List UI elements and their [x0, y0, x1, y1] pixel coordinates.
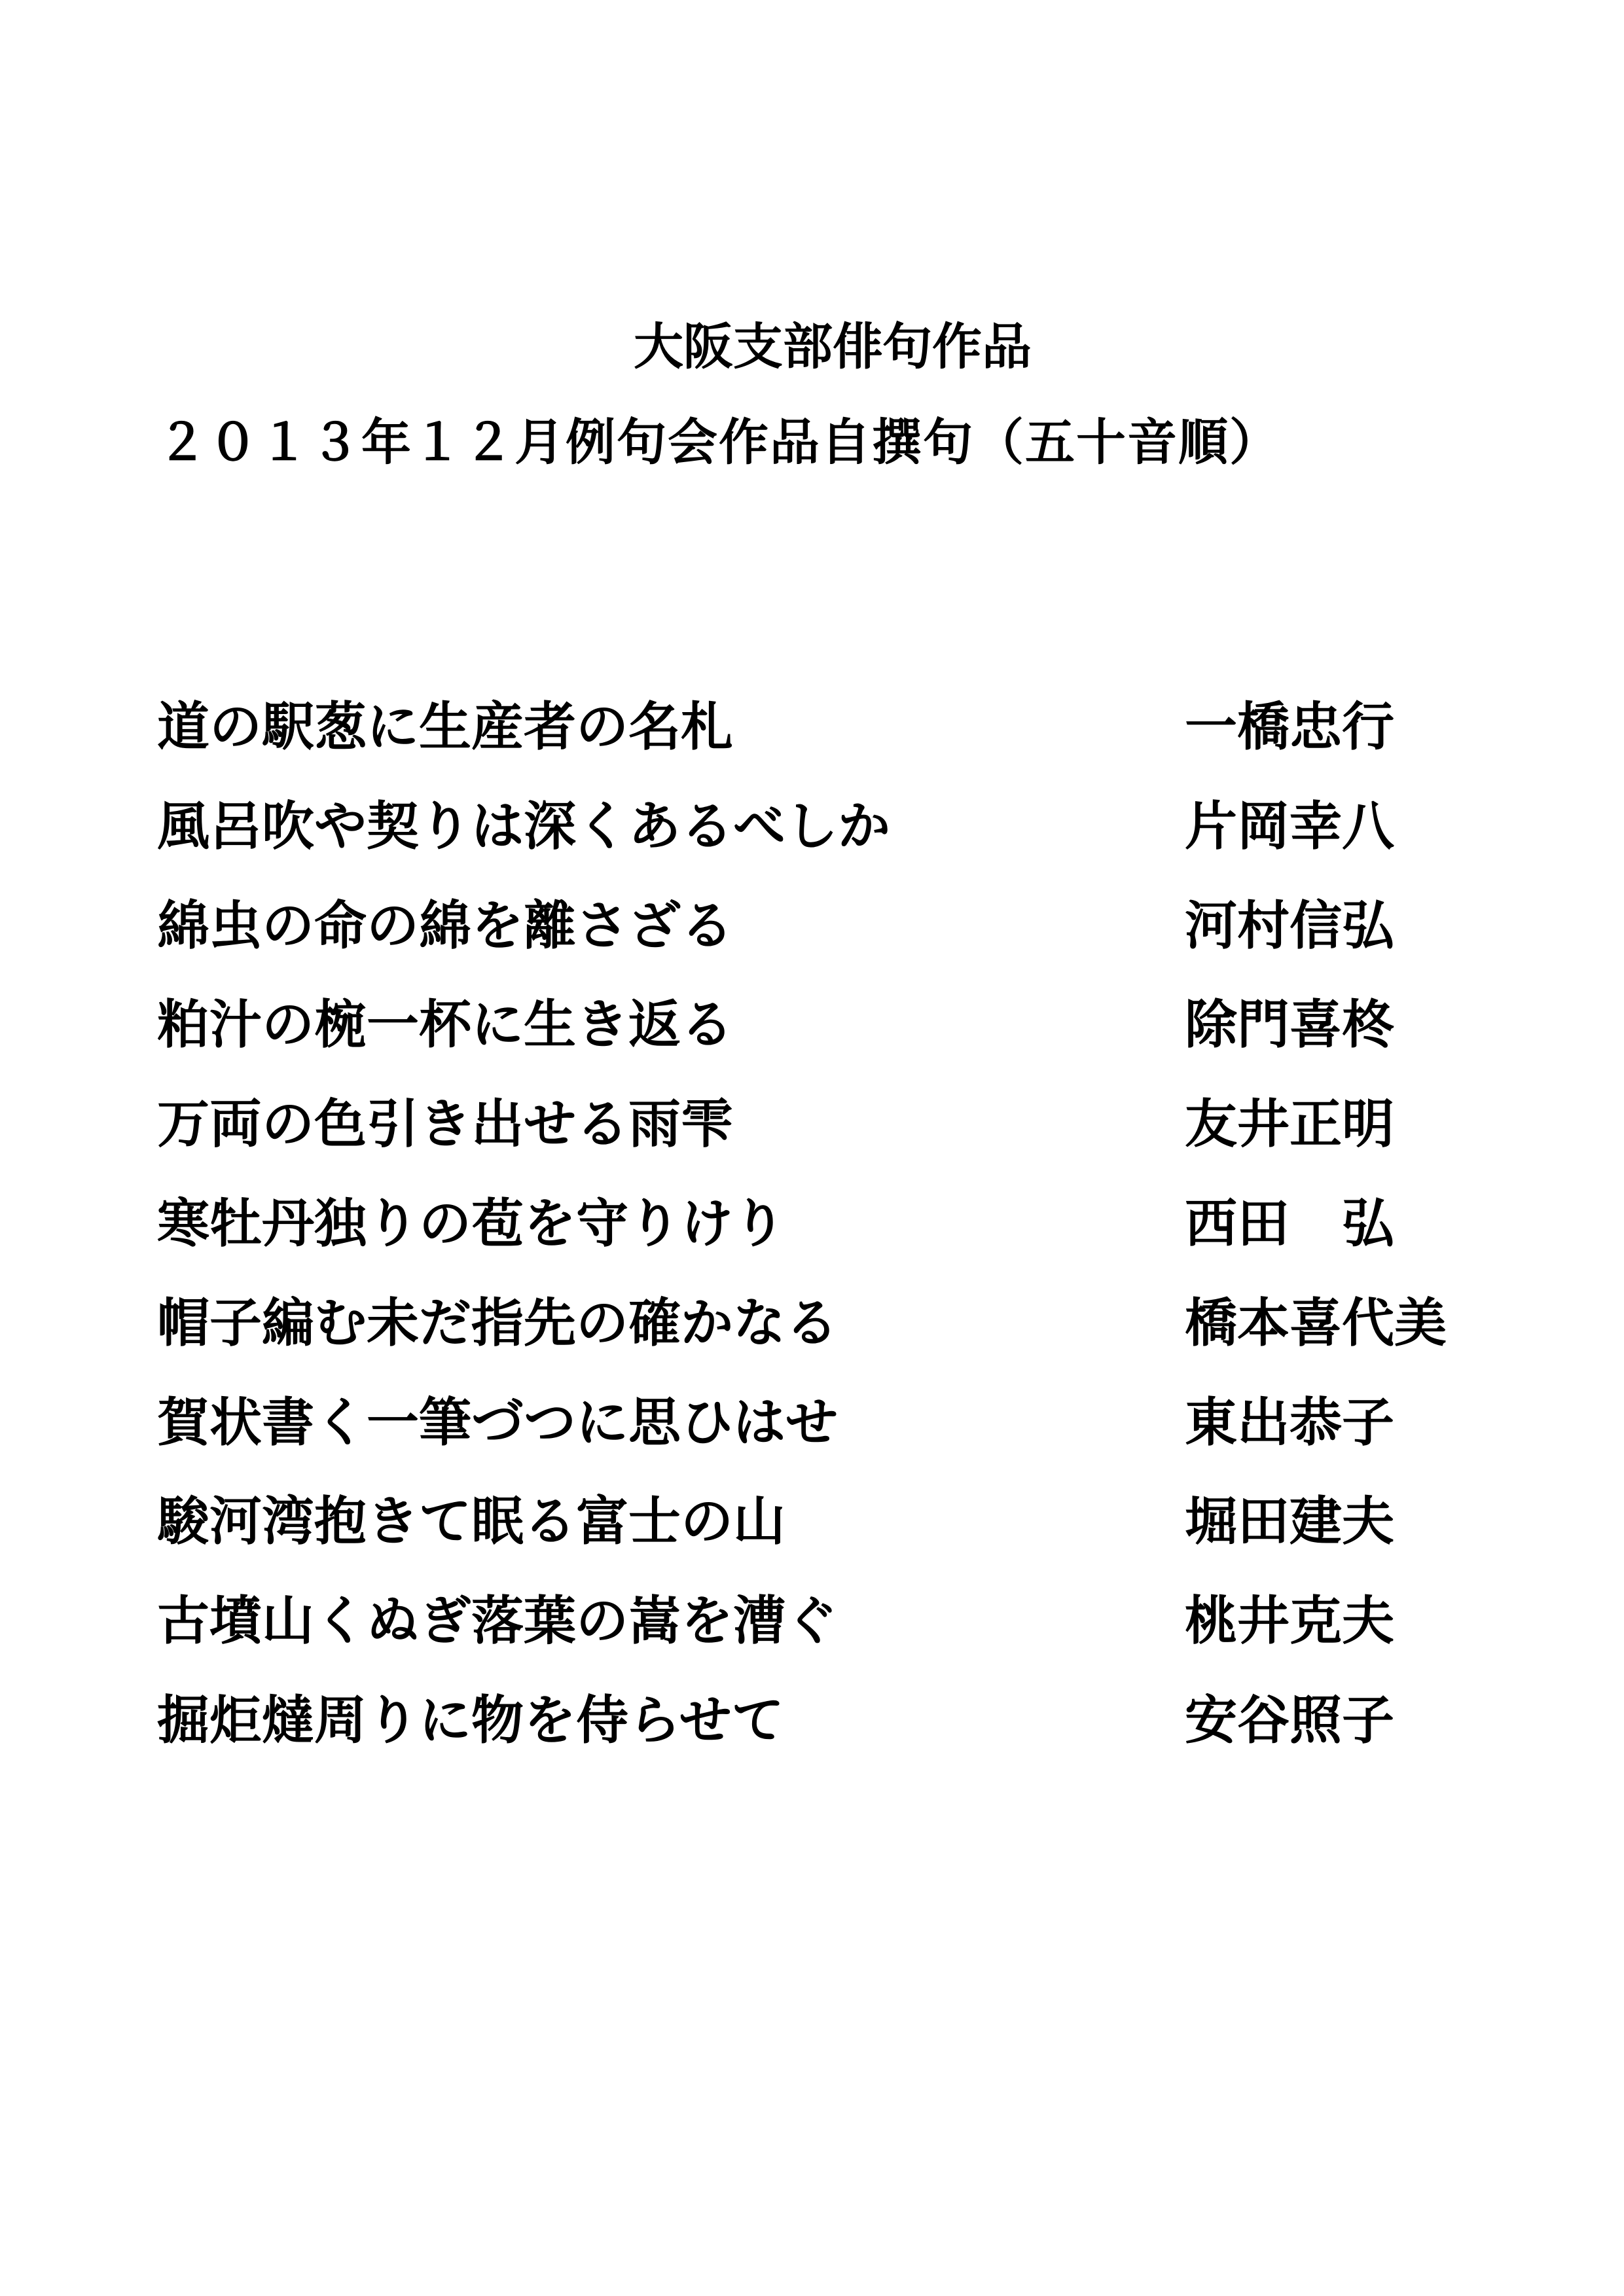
haiku-author: 東出恭子: [1185, 1391, 1394, 1453]
page-subtitle: ２０１３年１２月例句会作品自撰句（五十音順）: [157, 413, 1280, 471]
haiku-row: [157, 795, 1506, 899]
haiku-row: [157, 1093, 1506, 1197]
haiku-text: 粕汁の椀一杯に生き返る: [157, 994, 733, 1056]
haiku-author: 一橋忠行: [1185, 696, 1394, 757]
haiku-author: 片岡幸八: [1185, 795, 1394, 857]
haiku-author: 安谷照子: [1185, 1689, 1394, 1751]
haiku-row: [157, 1590, 1506, 1694]
haiku-text: 掘炬燵周りに物を侍らせて: [157, 1689, 784, 1751]
haiku-row: [157, 894, 1506, 999]
haiku-author: 桃井克夫: [1185, 1590, 1394, 1652]
haiku-author: 除門喜柊: [1185, 994, 1394, 1056]
haiku-text: 万両の色引き出せる雨雫: [157, 1093, 733, 1155]
haiku-text: 寒牡丹独りの苞を守りけり: [157, 1192, 785, 1254]
haiku-row: [157, 1689, 1506, 1793]
haiku-text: 古墳山くぬぎ落葉の嵩を漕ぐ: [157, 1590, 838, 1652]
haiku-author: 友井正明: [1185, 1093, 1394, 1155]
haiku-text: 賀状書く一筆づつに思ひはせ: [157, 1391, 838, 1453]
haiku-author: 西田 弘: [1185, 1192, 1394, 1254]
haiku-text: 道の駅葱に生産者の名札: [157, 696, 733, 757]
haiku-row: [157, 1192, 1506, 1297]
haiku-row: [157, 1391, 1506, 1496]
haiku-author: 河村信弘: [1185, 894, 1394, 956]
haiku-row: [157, 696, 1506, 800]
haiku-author: 堀田建夫: [1185, 1490, 1394, 1552]
haiku-text: 帽子編む未だ指先の確かなる: [157, 1291, 838, 1354]
haiku-row: [157, 994, 1506, 1098]
haiku-text: 風呂吹や契りは深くあるべしか: [157, 795, 890, 857]
haiku-row: [157, 1291, 1506, 1396]
haiku-text: 駿河湾抱きて眠る富士の山: [157, 1490, 785, 1552]
haiku-row: [157, 1490, 1506, 1594]
haiku-text: 綿虫の命の綿を離さざる: [157, 894, 733, 956]
haiku-author: 橋本喜代美: [1185, 1291, 1447, 1354]
page-title: 大阪支部俳句作品: [634, 317, 1032, 376]
haiku-list: [157, 696, 1506, 1793]
